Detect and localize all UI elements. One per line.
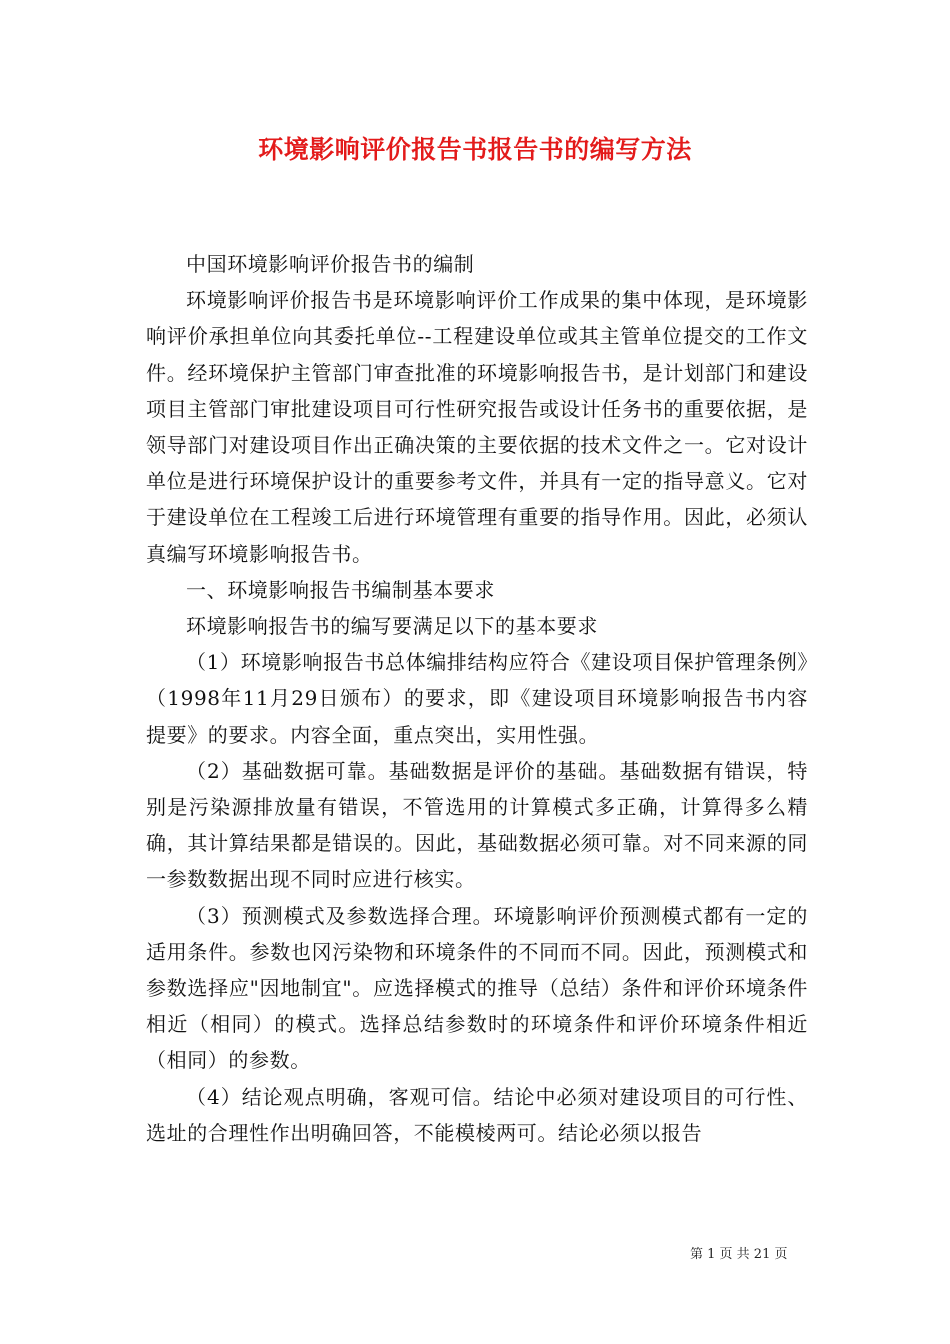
- page-number-footer: 第 1 页 共 21 页: [690, 1247, 788, 1262]
- paragraph-item-3: （3）预测模式及参数选择合理。环境影响评价预测模式都有一定的适用条件。参数也冈污染物和环境条件的不同而不同。因此，预测模式和参数选择应"因地制宜"。应选择模式的推导（总结）条件和评价环境条件相近（相同）的模式。选择总结参数时的环境条件和评价环境条件相近（相同）的参数。: [146, 903, 808, 1073]
- document-title: 环境影响评价报告书报告书的编写方法: [258, 135, 692, 164]
- paragraph-item-1: （1）环境影响报告书总体编排结构应符合《建设项目保护管理条例》（1998年11月29日颁布）的要求，即《建设项目环境影响报告书内容提要》的要求。内容全面，重点突出，实用性强。: [146, 650, 808, 747]
- paragraph-requirements-lead: 环境影响报告书的编写要满足以下的基本要求: [186, 614, 598, 639]
- paragraph-item-4: （4）结论观点明确，客观可信。结论中必须对建设项目的可行性、选址的合理性作出明确回答，不能模棱两可。结论必须以报告: [146, 1084, 808, 1145]
- document-body: [146, 246, 808, 1151]
- paragraph-subtitle: 中国环境影响评价报告书的编制: [186, 252, 475, 276]
- paragraph-item-2: （2）基础数据可靠。基础数据是评价的基础。基础数据有错误，特别是污染源排放量有错误，不管选用的计算模式多正确，计算得多么精确，其计算结果都是错误的。因此，基础数据必须可靠。对不同来源的同一参数数据出现不同时应进行核实。: [146, 758, 808, 892]
- section-heading: 一、环境影响报告书编制基本要求: [186, 577, 495, 602]
- paragraph-intro: 环境影响评价报告书是环境影响评价工作成果的集中体现，是环境影响评价承担单位向其委托单位--工程建设单位或其主管单位提交的工作文件。经环境保护主管部门审查批准的环境影响报告书，是计划部门和建设项目主管部门审批建设项目可行性研究报告或设计任务书的重要依据，是领导部门对建设项目作出正确决策的主要依据的技术文件之一。它对设计单位是进行环境保护设计的重要参考文件，并具有一定的指导意义。它对于建设单位在工程竣工后进行环境管理有重要的指导作用。因此，必须认真编写环境影响报告书。: [146, 288, 808, 566]
